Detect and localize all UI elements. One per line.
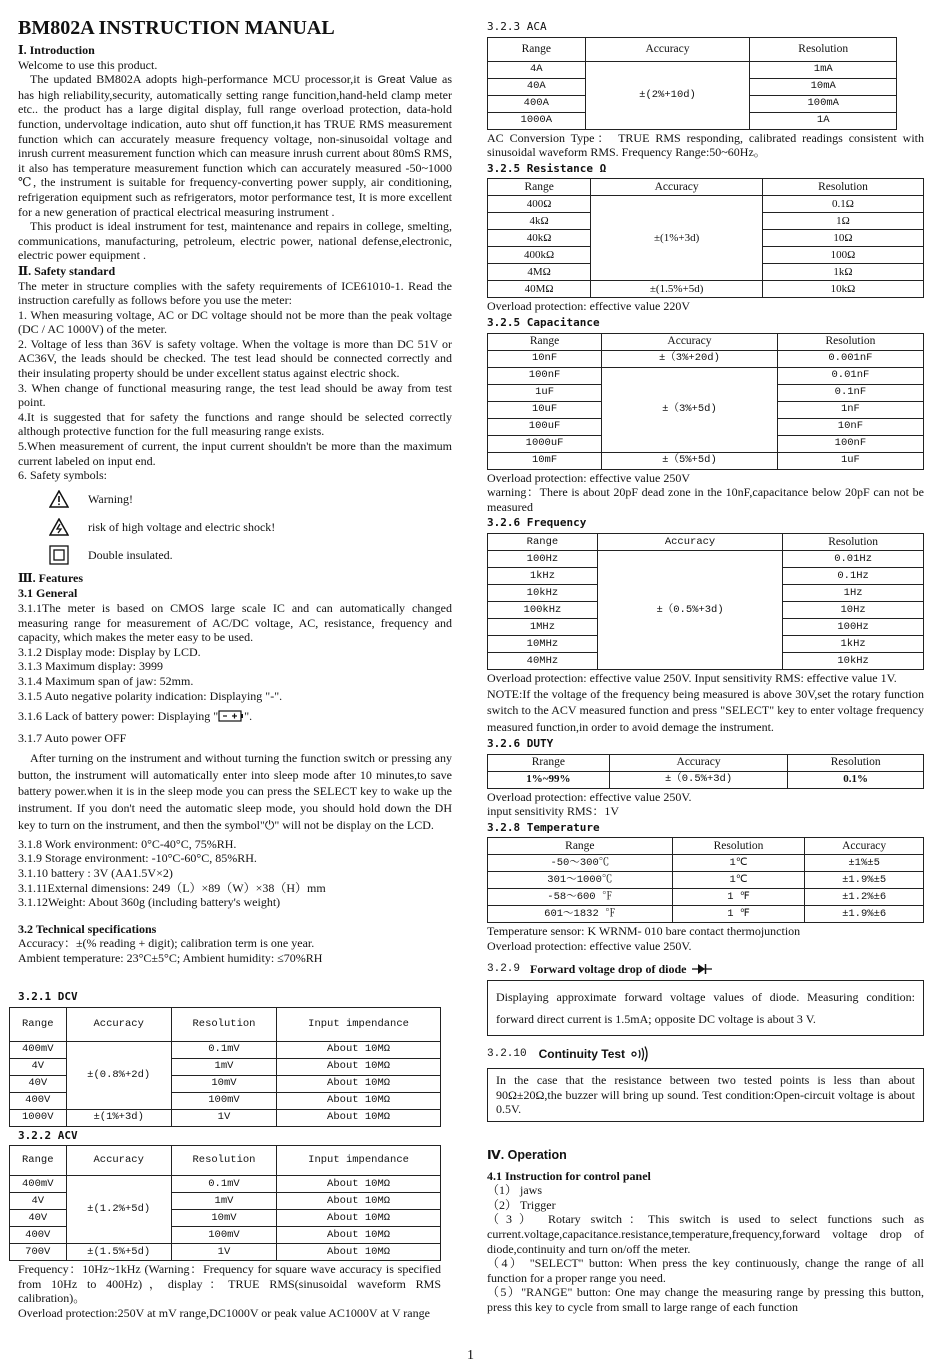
table-cell: 1V (171, 1244, 276, 1261)
feature-3-1-12: 3.1.12Weight: About 360g (including battery's weight) (18, 895, 281, 910)
table-cell: 100mA (750, 95, 897, 112)
capacitance-note-2: warning：There is about 20pF dead zone in the 10nF,capacitance below 20pF can not be measured (487, 485, 924, 514)
table-cell: About 10MΩ (277, 1109, 441, 1126)
dcv-header-impedance: Input impendance (277, 1007, 441, 1041)
table-cell: ±1.9%±6 (805, 906, 924, 923)
diode-heading-number: 3.2.9 (487, 962, 521, 975)
table-cell: 1kHz (783, 635, 924, 652)
cap-header-range: Range (488, 333, 602, 350)
symbol-warning-row (48, 487, 452, 511)
res-header-range: Range (488, 179, 591, 196)
table-cell: 10Ω (762, 230, 923, 247)
table-cell: About 10MΩ (277, 1041, 441, 1058)
duty-note-2: input sensitivity RMS：1V (487, 804, 620, 819)
duty-note-1: Overload protection: effective value 250V. (487, 789, 692, 804)
freq-header-accuracy: Accuracy (597, 533, 782, 550)
table-cell: 10mF (488, 452, 602, 469)
feature-3-1-7: 3.1.7 Auto power OFF (18, 731, 127, 746)
symbol-high-voltage-row (48, 515, 452, 539)
acv-header-accuracy: Accuracy (66, 1146, 171, 1176)
table-cell: 40V (10, 1075, 67, 1092)
features-heading: Ⅲ. Features (18, 570, 84, 585)
table-cell: 1Ω (762, 213, 923, 230)
table-cell: 10kHz (488, 584, 598, 601)
aca-table (487, 37, 897, 130)
diode-icon (692, 963, 712, 975)
safety-item-3: 3. When change of functional measuring range, the test lead should be away from test point. (18, 380, 452, 410)
table-cell: ±（5%+5d) (602, 452, 778, 469)
feature-3-1-10: 3.1.10 battery : 3V (AA1.5V×2) (18, 865, 173, 880)
table-cell: -50～300℃ (488, 855, 673, 872)
table-cell: -58～600 ℉ (488, 889, 673, 906)
table-cell: 1V (171, 1109, 276, 1126)
table-cell: ±（3%+20d) (602, 350, 778, 367)
temperature-heading: 3.2.8 Temperature (487, 820, 600, 834)
frequency-table (487, 533, 924, 670)
table-cell: ±(1%+3d) (66, 1109, 171, 1126)
table-cell: 1Hz (783, 584, 924, 601)
safety-item-5: 5.When measurement of current, the input current shouldn't be more than the maximum current labeled on input end. (18, 439, 452, 468)
table-cell: 100mV (171, 1227, 276, 1244)
table-cell: ±1.9%±5 (805, 872, 924, 889)
table-cell: 0.1Ω (762, 196, 923, 213)
table-cell: About 10MΩ (277, 1244, 441, 1261)
table-cell: 0.1nF (777, 384, 923, 401)
cap-header-accuracy: Accuracy (602, 333, 778, 350)
dcv-acv-section (9, 988, 441, 1321)
feature-3-1-2: 3.1.2 Display mode: Display by LCD. (18, 644, 201, 659)
feature-3-1-7-paragraph: After turning on the instrument and without turning the function switch or pressing any button, the instrument will automatically enter into sleep mode after 10 minutes,to save battery power.when it is in the sleep mode you can press the SELECT key to wake up the instrument. If you don't need the automatic sleep mode, you should hold down the DH key to turn on the instrument, and then the symbol"⏻" will not be display on the LCD. (18, 750, 452, 832)
table-cell: 1mV (171, 1058, 276, 1075)
diode-description-box: Displaying approximate forward voltage values of diode. Measuring condition: forward direct current is 1.5mA; opposite DC voltage is about 3 V. (487, 980, 924, 1036)
double-insulated-icon (48, 544, 70, 566)
table-cell: 400A (488, 95, 586, 112)
table-cell: About 10MΩ (277, 1075, 441, 1092)
diode-heading: Forward voltage drop of diode (530, 961, 687, 976)
tech-accuracy: Accuracy：±(% reading + digit); calibration term is one year. (18, 936, 315, 951)
great-value-text: Great Value (377, 74, 438, 87)
operation-heading: Ⅳ. Operation (487, 1147, 567, 1162)
symbol-double-insulated-label: Double insulated. (88, 547, 173, 562)
table-cell: 1000A (488, 112, 586, 129)
duty-heading: 3.2.6 DUTY (487, 737, 554, 751)
acv-header-range: Range (10, 1146, 67, 1176)
table-cell: ±（3%+5d) (602, 367, 778, 452)
table-cell: 100Hz (783, 618, 924, 635)
table-cell: 10uF (488, 401, 602, 418)
table-cell: 10Hz (783, 601, 924, 618)
table-cell: 1℃ (672, 872, 805, 889)
table-cell: ±(0.8%+2d) (66, 1041, 171, 1109)
table-cell: 1kΩ (762, 264, 923, 281)
safety-item-4: 4.It is suggested that for safety the functions and range should be selected correctly although protective function for the full measuring range exists. (18, 409, 452, 439)
temperature-note-1: Temperature sensor: K WRNM- 010 bare contact thermojunction (487, 924, 801, 939)
table-cell: ±(1%+3d) (591, 196, 763, 281)
right-column (487, 18, 924, 1315)
cap-header-resolution: Resolution (777, 333, 923, 350)
aca-header-range: Range (488, 37, 586, 61)
table-cell: 1mA (750, 61, 897, 78)
temp-header-resolution: Resolution (672, 838, 805, 855)
page-number: 1 (467, 1348, 474, 1363)
duty-table (487, 754, 924, 789)
tech-heading: 3.2 Technical specifications (18, 921, 157, 936)
operation-item-1: （1） jaws (487, 1183, 542, 1198)
table-cell: 4MΩ (488, 264, 591, 281)
table-cell: 400V (10, 1092, 67, 1109)
table-cell: 0.1Hz (783, 567, 924, 584)
operation-item-3: （3） Rotary switch：This switch is used to select functions such as current.voltage,capacitance.resistance,temperature,frequency,forward voltage drop of diode,continuity and turn on/off the meter. (487, 1212, 924, 1256)
intro-welcome: Welcome to use this product. (18, 57, 158, 72)
resistance-heading: 3.2.5 Resistance Ω (487, 161, 607, 175)
table-cell: 1kHz (488, 567, 598, 584)
table-cell: 40MΩ (488, 281, 591, 298)
table-cell: ±（0.5%+3d) (597, 550, 782, 669)
table-cell: About 10MΩ (277, 1210, 441, 1227)
table-cell: 40MHz (488, 652, 598, 669)
table-cell: 40kΩ (488, 230, 591, 247)
table-cell: 400V (10, 1227, 67, 1244)
capacitance-table (487, 333, 924, 470)
temperature-table (487, 837, 924, 923)
aca-note: AC Conversion Type： TRUE RMS responding, calibrated readings consistent with sinusoidal waveform RMS. Frequency Range:50~60Hz。 (487, 130, 924, 160)
res-header-resolution: Resolution (762, 179, 923, 196)
table-cell: 1nF (777, 401, 923, 418)
left-column (18, 16, 452, 966)
table-cell: 100nF (777, 435, 923, 452)
table-cell: 1A (750, 112, 897, 129)
table-cell: 0.001nF (777, 350, 923, 367)
table-cell: About 10MΩ (277, 1193, 441, 1210)
table-cell: 1 ℉ (672, 889, 805, 906)
operation-item-5: （5）"RANGE" button: One may change the measuring range by pressing this button, press this key to cycle from small to large range of each function (487, 1285, 924, 1314)
table-cell: About 10MΩ (277, 1227, 441, 1244)
table-cell: 1000uF (488, 435, 602, 452)
safety-heading: Ⅱ. Safety standard (18, 263, 116, 278)
table-cell: 1uF (777, 452, 923, 469)
table-cell: 1%~99% (488, 771, 610, 788)
symbol-high-voltage-label: risk of high voltage and electric shock! (88, 519, 276, 534)
table-cell: 100Ω (762, 247, 923, 264)
table-cell: 0.01Hz (783, 550, 924, 567)
continuity-description-box: In the case that the resistance between two tested points is less than about 90Ω±20Ω,the buzzer will bring up sound. Test condition:Open-circuit voltage is about 0.5V. (487, 1068, 924, 1122)
feature-3-1-6-start: 3.1.6 Lack of battery power: Displaying " (18, 709, 219, 724)
acv-note-frequency: Frequency：10Hz~1kHz (Warning：Frequency for square wave accuracy is specified from 10Hz to 400Hz)，display：TRUE RMS(sinusoidal waveform RMS calibration)。 (18, 1262, 441, 1306)
table-cell: ±(2%+10d) (585, 61, 750, 129)
diode-heading-row (487, 962, 924, 977)
table-cell: 10nF (777, 418, 923, 435)
res-header-accuracy: Accuracy (591, 179, 763, 196)
dcv-table (9, 1007, 441, 1127)
intro-heading: Ⅰ. Introduction (18, 43, 95, 57)
duty-header-accuracy: Accuracy (609, 754, 788, 771)
table-cell: 400Ω (488, 196, 591, 213)
table-cell: 1000V (10, 1109, 67, 1126)
table-cell: 100kHz (488, 601, 598, 618)
aca-header-resolution: Resolution (750, 37, 897, 61)
dcv-header-accuracy: Accuracy (66, 1007, 171, 1041)
continuity-heading-row (487, 1046, 924, 1062)
feature-3-1-9: 3.1.9 Storage environment: -10°C-60°C, 85%RH. (18, 851, 257, 866)
temp-header-range: Range (488, 838, 673, 855)
capacitance-heading: 3.2.5 Capacitance (487, 315, 600, 329)
table-cell: 100uF (488, 418, 602, 435)
aca-header-accuracy: Accuracy (585, 37, 750, 61)
dcv-heading: 3.2.1 DCV (18, 990, 78, 1003)
table-cell: 10mV (171, 1210, 276, 1227)
table-cell: 0.1mV (171, 1176, 276, 1193)
table-cell: 4kΩ (488, 213, 591, 230)
table-cell: 700V (10, 1244, 67, 1261)
operation-subheading: 4.1 Instruction for control panel (487, 1168, 651, 1183)
buzzer-icon (630, 1046, 650, 1062)
intro-paragraph-2: This product is ideal instrument for test, maintenance and repairs in college, smelting, communications, manufacturing, petroleum, electric power, national defense,electronic, electric power equipment . (18, 219, 452, 263)
feature-3-1-1: 3.1.1The meter is based on CMOS large scale IC and can automatically changed measuring range for measurement of AC/DC voltage, AC, resistance, frequency and capacity, which makes the meter easy to be used. (18, 601, 452, 645)
duty-header-range: Rrange (488, 754, 610, 771)
safety-item-2: 2. Voltage of less than 36V is safety voltage. When the voltage is more than DC 51V or AC36V, the leads should be checked. The test lead should be connected correctly and their insulating property should be under excellent status against electric shock. (18, 336, 452, 381)
temperature-note-2: Overload protection: effective value 250V. (487, 939, 692, 953)
table-cell: 301～1000℃ (488, 872, 673, 889)
table-cell: 4V (10, 1193, 67, 1210)
table-cell: 10mA (750, 78, 897, 95)
acv-note-overload: Overload protection:250V at mV range,DC1000V or peak value AC1000V at V range (18, 1305, 430, 1320)
table-cell: 1uF (488, 384, 602, 401)
aca-heading: 3.2.3 ACA (487, 20, 547, 33)
table-cell: 40V (10, 1210, 67, 1227)
safety-item-1: 1. When measuring voltage, AC or DC voltage should not be more than the peak voltage (DC / AC 1000V) of the meter. (18, 307, 452, 337)
capacitance-note-1: Overload protection: effective value 250V (487, 470, 691, 485)
table-cell: About 10MΩ (277, 1092, 441, 1109)
table-cell: 1MHz (488, 618, 598, 635)
resistance-table (487, 178, 924, 298)
table-cell: 40A (488, 78, 586, 95)
acv-heading: 3.2.2 ACV (18, 1128, 78, 1142)
feature-3-1-11: 3.1.11External dimensions: 249（L）×89（W）×38（H）mm (18, 880, 326, 895)
safety-paragraph: The meter in structure complies with the safety requirements of ICE61010-1. Read the instruction carefully as follows before you use the meter: (18, 278, 452, 308)
operation-item-2: （2） Trigger (487, 1197, 556, 1212)
frequency-note-2: NOTE:If the voltage of the frequency being measured is above 30V,set the rotary function switch to the ACV measured function and press "SELECT" key to enter voltage frequency measured function,in order to avoid demage the instrument. (487, 686, 924, 734)
warning-triangle-icon (48, 488, 70, 510)
feature-3-1-5: 3.1.5 Auto negative polarity indication: Displaying "-". (18, 688, 283, 703)
feature-3-1-6 (18, 709, 452, 725)
table-cell: 400kΩ (488, 247, 591, 264)
symbol-warning-label: Warning! (88, 491, 134, 506)
frequency-heading: 3.2.6 Frequency (487, 516, 587, 530)
intro-p1-end: as has high reliability,security, automatically setting range funcition,hand-held clamp meter etc.. the product has a large digital display, full range overload protection, data-hold function, undervoltage indication, auto shut off function,it has TRUE RMS measurement function which can accurately measure frequency voltage, non-sinusoidal voltage and inrush current measurement function which can measure inrush current about 80mS RMS, it also has temperature measurement function which can accurately measured -50~1000 ℃, the instrument is suitable for frequency-converting power supply, air conditioning, refrigeration equipment such as refrigerators, motor performance test, It is more excellent for a new generation of practical electrical measuring instrument . (18, 72, 452, 219)
table-cell: About 10MΩ (277, 1176, 441, 1193)
safety-item-6: 6. Safety symbols: (18, 468, 107, 483)
table-cell: 1 ℉ (672, 906, 805, 923)
feature-3-1-8: 3.1.8 Work environment: 0°C-40°C, 75%RH. (18, 836, 237, 851)
table-cell: 10nF (488, 350, 602, 367)
table-cell: 10MHz (488, 635, 598, 652)
freq-header-range: Range (488, 533, 598, 550)
table-cell: 0.01nF (777, 367, 923, 384)
acv-header-impedance: Input impendance (277, 1146, 441, 1176)
feature-3-1-3: 3.1.3 Maximum display: 3999 (18, 659, 163, 674)
acv-header-resolution: Resolution (171, 1146, 276, 1176)
freq-header-resolution: Resolution (783, 533, 924, 550)
acv-table (9, 1145, 441, 1261)
intro-p1-start: The updated BM802A adopts high-performance MCU processor,it is (30, 72, 378, 87)
continuity-heading-number: 3.2.10 (487, 1047, 527, 1060)
continuity-heading: Continuity Test (538, 1046, 626, 1061)
features-general-heading: 3.1 General (18, 586, 78, 601)
symbol-double-insulated-row (48, 543, 452, 567)
table-cell: ±(1.2%+5d) (66, 1176, 171, 1244)
table-cell: 0.1mV (171, 1041, 276, 1058)
table-cell: 100Hz (488, 550, 598, 567)
temp-header-accuracy: Accuracy (805, 838, 924, 855)
table-cell: 4V (10, 1058, 67, 1075)
duty-header-resolution: Resolution (788, 754, 924, 771)
table-cell: 400mV (10, 1041, 67, 1058)
table-cell: 4A (488, 61, 586, 78)
table-cell: ±(1.5%+5d) (66, 1244, 171, 1261)
high-voltage-icon (48, 516, 70, 538)
table-cell: 100nF (488, 367, 602, 384)
resistance-note: Overload protection: effective value 220V (487, 299, 691, 314)
table-cell: 1℃ (672, 855, 805, 872)
table-cell: 10kΩ (762, 281, 923, 298)
table-cell: ±（0.5%+3d) (609, 771, 788, 788)
table-cell: 10kHz (783, 652, 924, 669)
table-cell: 601～1832 ℉ (488, 906, 673, 923)
table-cell: About 10MΩ (277, 1058, 441, 1075)
dcv-header-resolution: Resolution (171, 1007, 276, 1041)
intro-paragraph-1 (18, 72, 452, 219)
table-cell: 10mV (171, 1075, 276, 1092)
page-title: BM802A INSTRUCTION MANUAL (18, 17, 335, 39)
tech-ambient: Ambient temperature: 23°C±5°C; Ambient humidity: ≤70%RH (18, 950, 323, 965)
table-cell: 400mV (10, 1176, 67, 1193)
table-cell: ±1%±5 (805, 855, 924, 872)
battery-icon (218, 710, 244, 726)
feature-3-1-6-end: ". (244, 709, 253, 724)
feature-3-1-4: 3.1.4 Maximum span of jaw: 52mm. (18, 673, 194, 688)
table-cell: 1mV (171, 1193, 276, 1210)
table-cell: ±1.2%±6 (805, 889, 924, 906)
operation-item-4: （4） "SELECT" button: When press the key continuously, change the range of all function for a proper range you need. (487, 1256, 924, 1285)
frequency-note-1: Overload protection: effective value 250V. Input sensitivity RMS: effective value 1V. (487, 670, 897, 685)
table-cell: 100mV (171, 1092, 276, 1109)
dcv-header-range: Range (10, 1007, 67, 1041)
table-cell: ±(1.5%+5d) (591, 281, 763, 298)
table-cell: 0.1% (788, 771, 924, 788)
